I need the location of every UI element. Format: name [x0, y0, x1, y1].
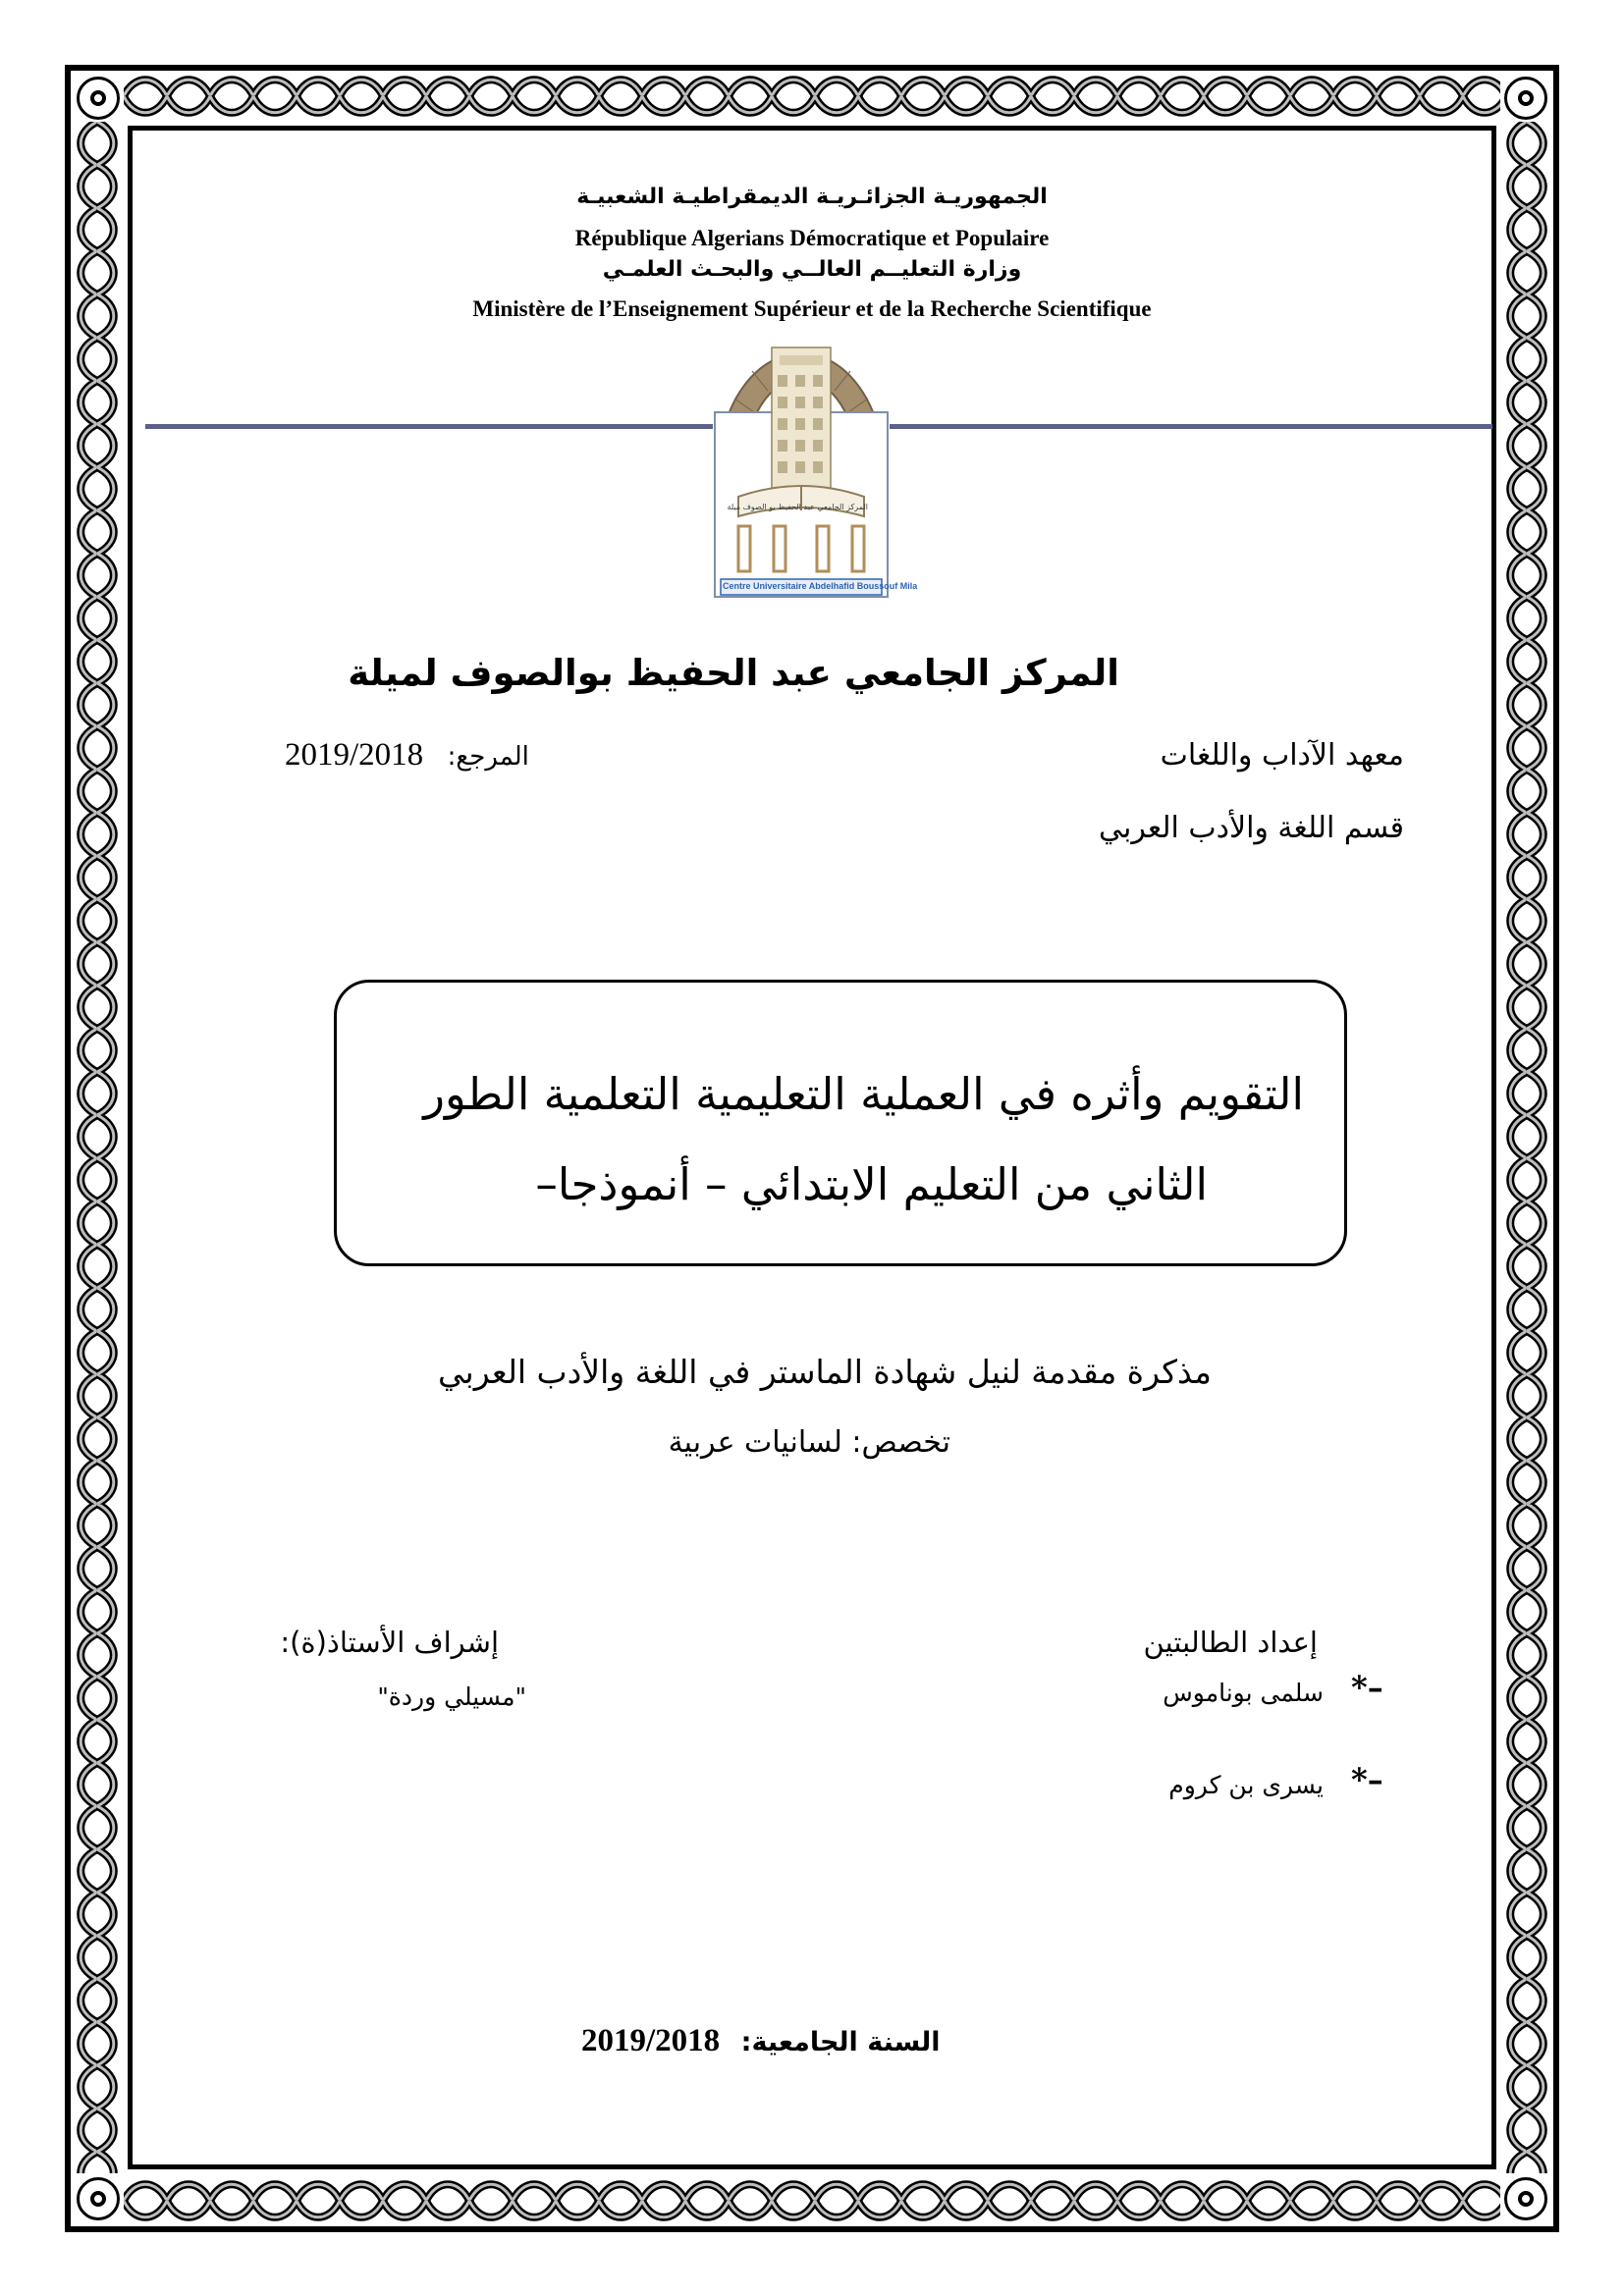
thesis-specialty: تخصص: لسانيات عربية	[668, 1425, 950, 1460]
border-pattern-left	[73, 122, 122, 2173]
author-name-2: يسرى بن كروم	[1168, 1771, 1324, 1799]
supervisor-name: "مسيلي وردة"	[377, 1682, 526, 1711]
academic-year	[581, 2020, 940, 2059]
ministry-name-fr: Ministère de l’Enseignement Supérieur et de la Recherche Scientifique	[472, 296, 1152, 321]
logo-caption-fr: Centre Universitaire Abdelhafid Boussouf Mila	[723, 581, 918, 591]
border-pattern-top	[124, 73, 1500, 120]
institute-name: معهد الآداب واللغات	[1160, 738, 1404, 773]
country-name-fr: République Algerians Démocratique et Populaire	[574, 226, 1050, 250]
thesis-title-box	[334, 980, 1347, 1266]
author-bullet: *–	[1351, 1761, 1383, 1798]
supervisor-label: إشراف الأستاذ(ة):	[280, 1626, 499, 1659]
institution-name: المركز الجامعي عبد الحفيظ بوالصوف لميلة	[348, 652, 1119, 694]
border-pattern-right	[1502, 122, 1551, 2173]
corner-ornament-icon	[77, 77, 120, 120]
corner-ornament-icon	[77, 2177, 120, 2220]
logo-caption-ar: المركز الجامعي عبد الحفيظ بو الصوف ميلة	[727, 503, 868, 511]
reference-label: المرجع:	[447, 742, 529, 772]
corner-ornament-icon	[1504, 77, 1547, 120]
reference-value: 2019/2018	[285, 737, 424, 773]
corner-ornament-icon	[1504, 2177, 1547, 2220]
university-logo	[713, 322, 918, 599]
ministry-name-ar: وزارة التعليــم العالــي والبحـث العلمـي	[602, 257, 1022, 282]
academic-year-label: السنة الجامعية:	[740, 2027, 941, 2057]
author-bullet: *–	[1351, 1669, 1383, 1706]
border-pattern-bottom	[124, 2177, 1500, 2224]
country-name-ar: الجمهوريـة الجزائـريـة الديمقراطيـة الشعبيـة	[576, 185, 1048, 209]
authors-label: إعداد الطالبتين	[1143, 1626, 1318, 1659]
academic-year-value: 2019/2018	[581, 2023, 721, 2058]
thesis-description: مذكرة مقدمة لنيل شهادة الماستر في اللغة والأدب العربي	[438, 1353, 1212, 1391]
department-name: قسم اللغة والأدب العربي	[1098, 811, 1404, 845]
reference-line	[285, 734, 529, 774]
author-name-1: سلمى بوناموس	[1163, 1679, 1324, 1707]
thesis-title-line-2: الثاني من التعليم الابتدائي – أنموذجا–	[535, 1158, 1208, 1210]
thesis-title-line-1: التقويم وأثره في العملية التعليمية التعلمية الطور	[423, 1068, 1304, 1120]
